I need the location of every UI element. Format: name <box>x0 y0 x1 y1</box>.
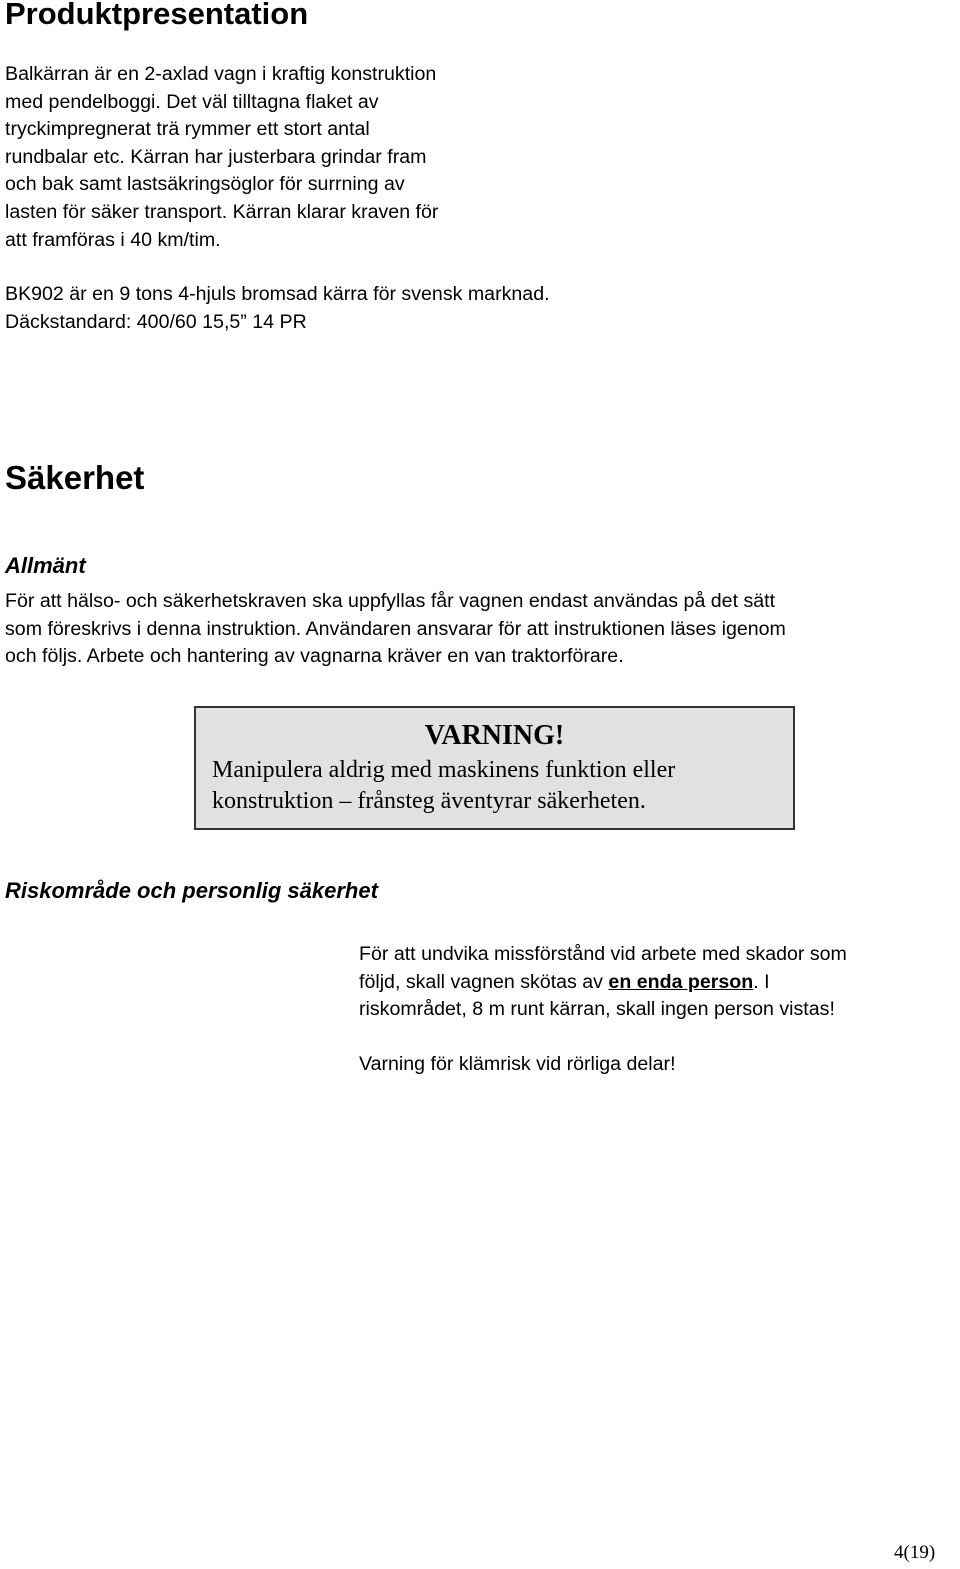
intro-line: tryckimpregnerat trä rymmer ett stort antal <box>5 118 370 141</box>
section-heading-produktpresentation: Produktpresentation <box>5 0 309 31</box>
intro-line: att framföras i 40 km/tim. <box>5 228 221 251</box>
intro-line: lasten för säker transport. Kärran klarar kraven för <box>5 200 439 223</box>
intro-line: och bak samt lastsäkringsöglor för surrning av <box>5 173 405 196</box>
subheading-allmant: Allmänt <box>5 553 86 578</box>
allmant-paragraph <box>5 588 960 671</box>
intro-line: rundbalar etc. Kärran har justerbara grindar fram <box>5 145 427 168</box>
risk-line-text: . I <box>753 970 770 993</box>
risk-line-text: följd, skall vagnen skötas av <box>359 970 609 993</box>
warning-title: VARNING! <box>424 720 565 751</box>
intro-line: Balkärran är en 2-axlad vagn i kraftig konstruktion <box>5 63 437 85</box>
subheading-riskomrade: Riskområde och personlig säkerhet <box>5 878 378 903</box>
allmant-line: För att hälso- och säkerhetskraven ska uppfyllas får vagnen endast användas på det sätt <box>5 590 776 612</box>
risk-line: För att undvika missförstånd vid arbete med skador som <box>359 943 847 965</box>
allmant-line: och följs. Arbete och hantering av vagnarna kräver en van traktorförare. <box>5 645 624 668</box>
warning-line: konstruktion – frånsteg äventyrar säkerheten. <box>212 788 646 814</box>
spec-line-model: BK902 är en 9 tons 4-hjuls bromsad kärra för svensk marknad. <box>5 283 550 305</box>
intro-paragraph <box>5 61 565 254</box>
allmant-line: som föreskrivs i denna instruktion. Användaren ansvarar för att instruktionen läses igenom <box>5 617 786 640</box>
risk-line <box>359 969 959 997</box>
risk-line: riskområdet, 8 m runt kärran, skall ingen person vistas! <box>359 998 835 1021</box>
page-number: 4(19) <box>894 1542 936 1563</box>
section-heading-sakerhet: Säkerhet <box>5 459 145 496</box>
spec-line-tyre-standard: Däckstandard: 400/60 15,5” 14 PR <box>5 310 307 333</box>
warning-box <box>194 706 795 830</box>
warning-text <box>212 755 792 817</box>
risk-emphasis: en enda person <box>608 970 754 993</box>
spec-paragraph <box>5 281 765 336</box>
warning-line: Manipulera aldrig med maskinens funktion eller <box>212 757 676 783</box>
klamrisk-warning: Varning för klämrisk vid rörliga delar! <box>359 1053 676 1075</box>
risk-paragraph <box>359 941 959 1024</box>
intro-line: med pendelboggi. Det väl tilltagna flaket av <box>5 90 379 113</box>
